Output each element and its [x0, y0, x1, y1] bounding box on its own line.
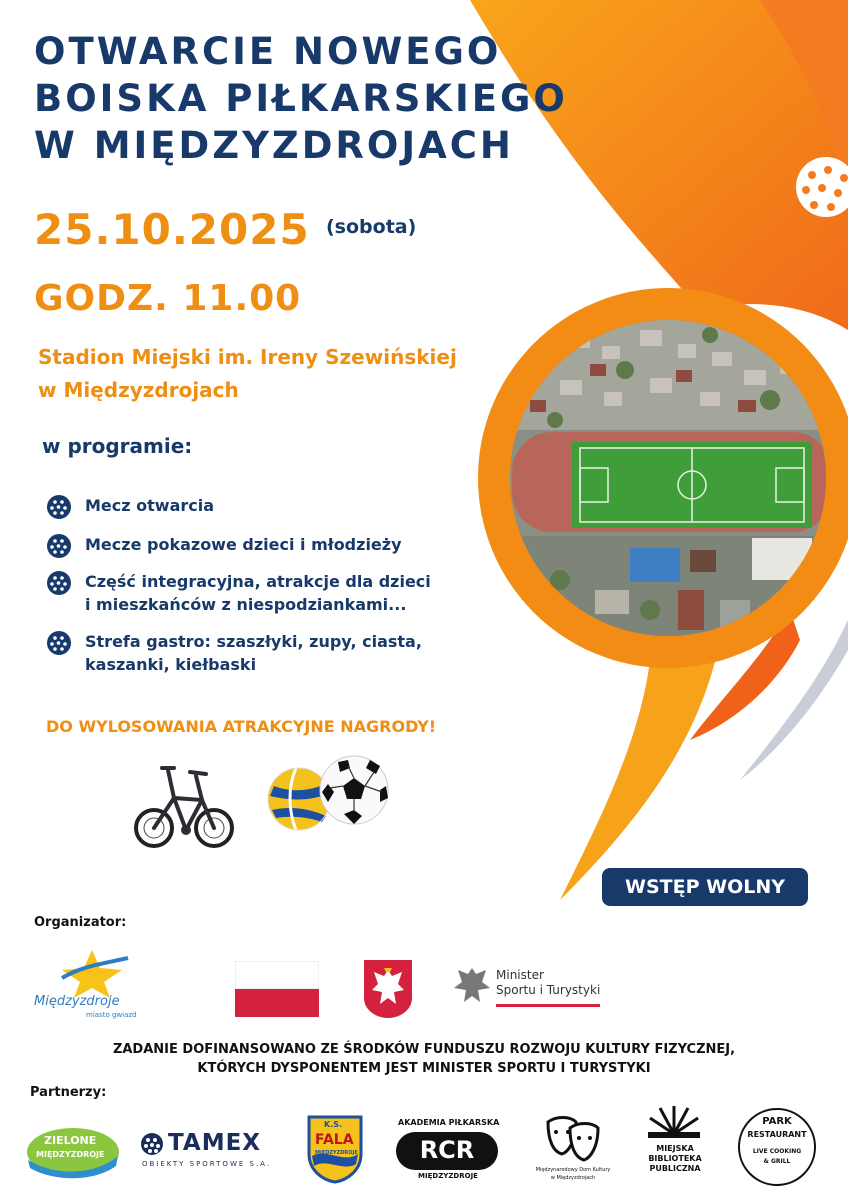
- pickleball-bullet-icon: [46, 533, 72, 559]
- bicycle-image: [132, 758, 236, 858]
- title-line-2: BOISKA PIŁKARSKIEGO: [34, 77, 568, 120]
- fala-top-text: K.S.: [324, 1120, 343, 1129]
- mdk-line-2: w Międzyzdrojach: [550, 1175, 596, 1181]
- program-item-line-1: Strefa gastro: szaszłyki, zupy, ciasta,: [85, 632, 422, 651]
- zielone-line-2: MIĘDZYZDROJE: [36, 1150, 105, 1159]
- event-day: (sobota): [326, 216, 417, 238]
- fala-wordmark: FALA: [315, 1132, 354, 1148]
- polish-emblem-icon: [362, 958, 414, 1020]
- free-entry-badge: WSTĘP WOLNY: [602, 868, 808, 906]
- pickleball-bullet-icon: [46, 630, 72, 656]
- library-line-2: BIBLIOTEKA: [648, 1154, 702, 1163]
- event-title: [34, 28, 568, 169]
- partners-label: Partnerzy:: [30, 1085, 107, 1100]
- funding-line-2: KTÓRYCH DYSPONENTEM JEST MINISTER SPORTU I TURYSTYKI: [197, 1061, 651, 1076]
- program-item-line-2: i mieszkańców z niespodziankami...: [85, 595, 407, 614]
- park-restaurant-logo: [738, 1108, 816, 1186]
- program-item: [46, 630, 486, 676]
- park-line-1: PARK: [762, 1116, 792, 1127]
- funding-line-1: ZADANIE DOFINANSOWANO ZE ŚRODKÓW FUNDUSZU ROZWOJU KULTURY FIZYCZNEJ,: [112, 1042, 736, 1057]
- rcr-subtitle: MIĘDZYZDROJE: [418, 1172, 478, 1180]
- venue-line-1: Stadion Miejski im. Ireny Szewińskiej: [38, 345, 457, 369]
- eagle-icon: [452, 964, 492, 1006]
- ministry-red-bar: [496, 1004, 600, 1007]
- rcr-academy-logo: [392, 1118, 502, 1184]
- tamex-logo: [140, 1130, 280, 1170]
- fala-subtitle: MIĘDZYZDROJE: [315, 1150, 358, 1156]
- mdk-line-1: Międzynarodowy Dom Kultury: [535, 1167, 611, 1173]
- funding-notice: [60, 1040, 788, 1078]
- library-line-3: PUBLICZNA: [649, 1164, 701, 1173]
- library-line-1: MIEJSKA: [656, 1144, 694, 1153]
- mdk-logo: [530, 1112, 616, 1186]
- ministry-text: [496, 968, 600, 998]
- park-line-2: RESTAURANT: [747, 1130, 807, 1139]
- mdk-text: [530, 1166, 616, 1182]
- rcr-top-text: AKADEMIA PIŁKARSKA: [398, 1118, 500, 1127]
- miedzyzdroje-wordmark: Międzyzdroje: [34, 994, 120, 1009]
- ministry-sport-logo: [452, 962, 612, 1012]
- rcr-wordmark: RCR: [419, 1136, 475, 1164]
- library-logo: [640, 1104, 710, 1184]
- event-venue: [38, 341, 457, 407]
- ministry-line-2: Sportu i Turystyki: [496, 983, 601, 997]
- venue-line-2: w Międzyzdrojach: [38, 378, 239, 402]
- program-item: [46, 533, 486, 559]
- tamex-wordmark: TAMEX: [168, 1130, 262, 1156]
- pickleball-bullet-icon: [46, 494, 72, 520]
- title-line-3: W MIĘDZYZDROJACH: [34, 124, 514, 167]
- ministry-line-1: Minister: [496, 968, 544, 982]
- program-item-line-1: Mecze pokazowe dzieci i młodzieży: [85, 535, 402, 554]
- program-heading: w programie:: [42, 434, 193, 458]
- program-item-line-1: Część integracyjna, atrakcje dla dzieci: [85, 572, 431, 591]
- flame-tail-1: [560, 640, 720, 900]
- park-line-4: & GRILL: [763, 1158, 791, 1165]
- program-item: [46, 570, 486, 616]
- event-date: 25.10.2025: [34, 205, 310, 254]
- theatre-masks-icon: [542, 1112, 602, 1164]
- ks-fala-logo: [306, 1114, 364, 1184]
- program-item: [46, 494, 486, 520]
- sunrise-icon: [648, 1104, 700, 1138]
- tamex-tagline: OBIEKTY SPORTOWE S.A.: [142, 1160, 272, 1168]
- library-text: [640, 1144, 710, 1174]
- zielone-miedzyzdroje-logo: [24, 1120, 122, 1184]
- pickleball-bullet-icon: [46, 570, 72, 596]
- star-logo-icon: [52, 948, 132, 998]
- miedzyzdroje-logo: [32, 948, 152, 1020]
- miedzyzdroje-tagline: miasto gwiazd: [86, 1011, 137, 1019]
- prizes-text: DO WYLOSOWANIA ATRAKCYJNE NAGRODY!: [46, 717, 437, 736]
- organizer-label: Organizator:: [34, 915, 127, 930]
- polish-flag: [235, 961, 319, 1017]
- zielone-line-1: ZIELONE: [44, 1134, 97, 1147]
- park-line-3: LIVE COOKING: [752, 1148, 802, 1155]
- tamex-ball-icon: [140, 1132, 166, 1156]
- title-line-1: OTWARCIE NOWEGO: [34, 30, 502, 73]
- program-item-line-2: kaszanki, kiełbaski: [85, 655, 257, 674]
- event-time: GODZ. 11.00: [34, 278, 302, 319]
- program-item-line-1: Mecz otwarcia: [85, 496, 215, 515]
- soccer-ball-image: [318, 754, 390, 826]
